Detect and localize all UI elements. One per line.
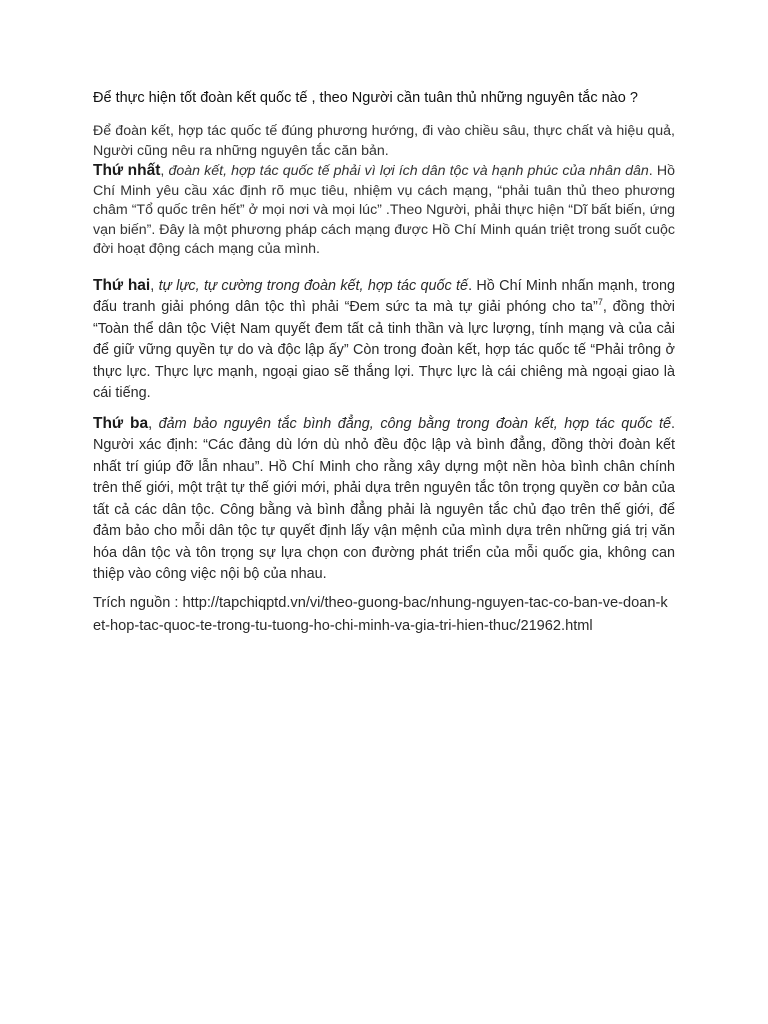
spacer [93, 260, 675, 275]
principle-third-lead: Thứ ba [93, 414, 149, 432]
principle-second-separator: , [150, 277, 159, 294]
principle-second-body-b: , đồng thời “Toàn thể dân tộc Việt Nam quyết đem tất cả tinh thần và lực lượng, tính mạng và của cải để giữ vững quyền tự do và độc lập ấy” Còn trong đoàn kết, hợp tác quốc tế “Phải trông ở thực lực. Thực lực mạnh, ngoại giao sẽ thắng lợi. Thực lực là cái chiêng mà ngoại giao là cái tiếng. [93, 299, 675, 401]
principle-first-title: đoàn kết, hợp tác quốc tế phải vì lợi ích dân tộc và hạnh phúc của nhân dân [168, 163, 649, 179]
principle-second-body-a: . Hồ Chí Minh nhấn mạnh, trong đấu tranh giải phóng dân tộc thì phải “Đem sức ta mà tự giải phóng cho ta” [93, 277, 675, 315]
principle-second-lead: Thứ hai [93, 276, 151, 294]
source-citation: Trích nguồn : http://tapchiqptd.vn/vi/theo-guong-bac/nhung-nguyen-tac-co-ban-ve-doan-ket-hop-tac-quoc-te-trong-tu-tuong-ho-chi-minh-va-gia-tri-hien-thuc/21962.html [93, 594, 668, 634]
spacer [93, 405, 675, 413]
principle-second-title: tự lực, tự cường trong đoàn kết, hợp tác quốc tế [158, 277, 469, 294]
document-page [93, 88, 675, 638]
principle-third-body: . Người xác định: “Các đảng dù lớn dù nhỏ đều độc lập và bình đẳng, đồng thời đoàn kết nhất trí giúp đỡ lẫn nhau”. Hồ Chí Minh cho rằng xây dựng một nền hòa bình chân chính trên thế giới, một trật tự thế giới mới, phải dựa trên nguyên tắc tôn trọng quyền cơ bản của tất cả các dân tộc. Công bằng và bình đẳng phải là nguyên tắc chủ đạo trên thế giới, để đảm bảo cho mỗi dân tộc tự quyết định lấy vận mệnh của mình dựa trên những giá trị văn hóa dân tộc và tôn trọng sự lựa chọn con đường phát triển của mỗi quốc gia, không can thiệp vào công việc nội bộ của nhau. [93, 415, 676, 582]
intro-paragraph: Để đoàn kết, hợp tác quốc tế đúng phương hướng, đi vào chiều sâu, thực chất và hiệu quả, Người cũng nêu ra những nguyên tắc căn bản. [93, 123, 675, 159]
principle-first-lead: Thứ nhất [93, 162, 161, 179]
principle-first-paragraph [93, 161, 675, 260]
footnote-marker: 7 [597, 297, 603, 308]
principle-third-paragraph [93, 413, 675, 586]
principle-first-separator: , [160, 163, 169, 179]
principle-third-title: đảm bảo nguyên tắc bình đẳng, công bằng trong đoàn kết, hợp tác quốc tế [158, 415, 672, 432]
principle-third-separator: , [148, 415, 159, 432]
principle-second-paragraph [93, 275, 675, 405]
question-heading: Để thực hiện tốt đoàn kết quốc tế , theo Người cần tuân thủ những nguyên tắc nào ? [93, 90, 638, 106]
principle-first-body: . Hồ Chí Minh yêu cầu xác định rõ mục tiêu, nhiệm vụ cách mạng, “phải tuân thủ theo phương châm “Tổ quốc trên hết” ở mọi nơi và mọi lúc” .Theo Người, phải thực hiện “Dĩ bất biến, ứng vạn biến”. Đây là một phương pháp cách mạng được Hồ Chí Minh quán triệt trong suốt cuộc đời hoạt động cách mạng của mình. [93, 163, 675, 257]
